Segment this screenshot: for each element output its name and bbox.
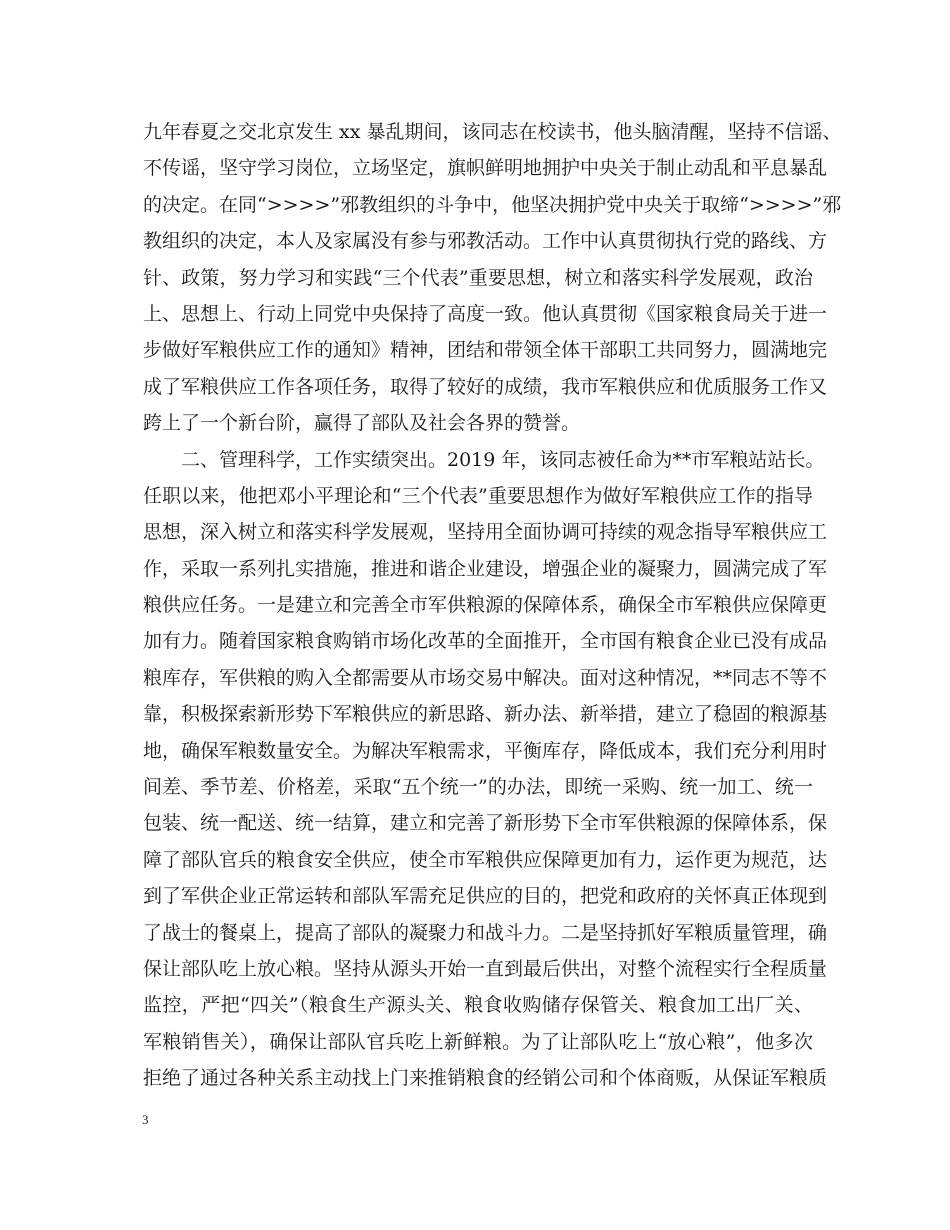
text-line: 监控，严把“四关”（粮食生产源头关、粮食收购储存保管关、粮食加工出厂关、: [143, 994, 813, 1017]
text-line: 思想，深入树立和落实科学发展观，坚持用全面协调可持续的观念指导军粮供应工: [143, 521, 828, 544]
text-line: 加有力。随着国家粮食购销市场化改革的全面推开，全市国有粮食企业已没有成品: [143, 630, 828, 653]
text-line: 包装、统一配送、统一结算，建立和完善了新形势下全市军供粮源的保障体系，保: [143, 812, 828, 835]
text-line: 针、政策，努力学习和实践“三个代表”重要思想，树立和落实科学发展观，政治: [143, 266, 813, 289]
text-line: 了战士的餐桌上，提高了部队的凝聚力和战斗力。二是坚持抓好军粮质量管理，确: [143, 921, 828, 944]
text-line: 粮库存，军供粮的购入全都需要从市场交易中解决。面对这种情况，**同志不等不: [143, 666, 828, 689]
text-line: 任职以来，他把邓小平理论和“三个代表”重要思想作为做好军粮供应工作的指导: [143, 484, 813, 507]
text-line: 九年春夏之交北京发生 xx 暴乱期间，该同志在校读书，他头脑清醒，坚持不信谣、: [143, 121, 842, 143]
text-line: 步做好军粮供应工作的通知》精神，团结和带领全体干部职工共同努力，圆满地完: [143, 339, 828, 362]
text-line: 的决定。在同“>>>>”邪教组织的斗争中，他坚决拥护党中央关于取缔“>>>>”邪: [143, 193, 842, 216]
text-line: 教组织的决定，本人及家属没有参与邪教活动。工作中认真贯彻执行党的路线、方: [143, 230, 828, 253]
text-line: 上、思想上、行动上同党中央保持了高度一致。他认真贯彻《国家粮食局关于进一: [143, 302, 828, 325]
text-line: 障了部队官兵的粮食安全供应，使全市军粮供应保障更加有力，运作更为规范，达: [143, 848, 828, 871]
text-line: 拒绝了通过各种关系主动找上门来推销粮食的经销公司和个体商贩，从保证军粮质: [143, 1067, 828, 1090]
text-line: 不传谣，坚守学习岗位，立场坚定，旗帜鲜明地拥护中央关于制止动乱和平息暴乱: [143, 157, 828, 180]
text-line: 保让部队吃上放心粮。坚持从源头开始一直到最后供出，对整个流程实行全程质量: [143, 957, 828, 980]
text-line: 二、管理科学，工作实绩突出。2019 年，该同志被任命为**市军粮站站长。: [143, 448, 825, 471]
paragraph-last-line: 跨上了一个新台阶，赢得了部队及社会各界的赞誉。: [143, 412, 581, 435]
text-line: 成了军粮供应工作各项任务，取得了较好的成绩，我市军粮供应和优质服务工作又: [143, 375, 828, 398]
text-line: 靠，积极探索新形势下军粮供应的新思路、新办法、新举措，建立了稳固的粮源基: [143, 703, 828, 726]
text-line: 间差、季节差、价格差，采取“五个统一”的办法，即统一采购、统一加工、统一: [143, 776, 813, 799]
body-text: [143, 114, 842, 1097]
text-line: 到了军供企业正常运转和部队军需充足供应的目的，把党和政府的关怀真正体现到: [143, 885, 828, 908]
text-line: 粮供应任务。一是建立和完善全市军供粮源的保障体系，确保全市军粮供应保障更: [143, 594, 828, 617]
text-line: 军粮销售关），确保让部队官兵吃上新鲜粮。为了让部队吃上“放心粮”，他多次: [143, 1030, 813, 1053]
text-line: 地，确保军粮数量安全。为解决军粮需求，平衡库存，降低成本，我们充分利用时: [143, 739, 828, 762]
text-line: 作，采取一系列扎实措施，推进和谐企业建设，增强企业的凝聚力，圆满完成了军: [143, 557, 828, 580]
page-number: 3: [142, 1112, 149, 1127]
